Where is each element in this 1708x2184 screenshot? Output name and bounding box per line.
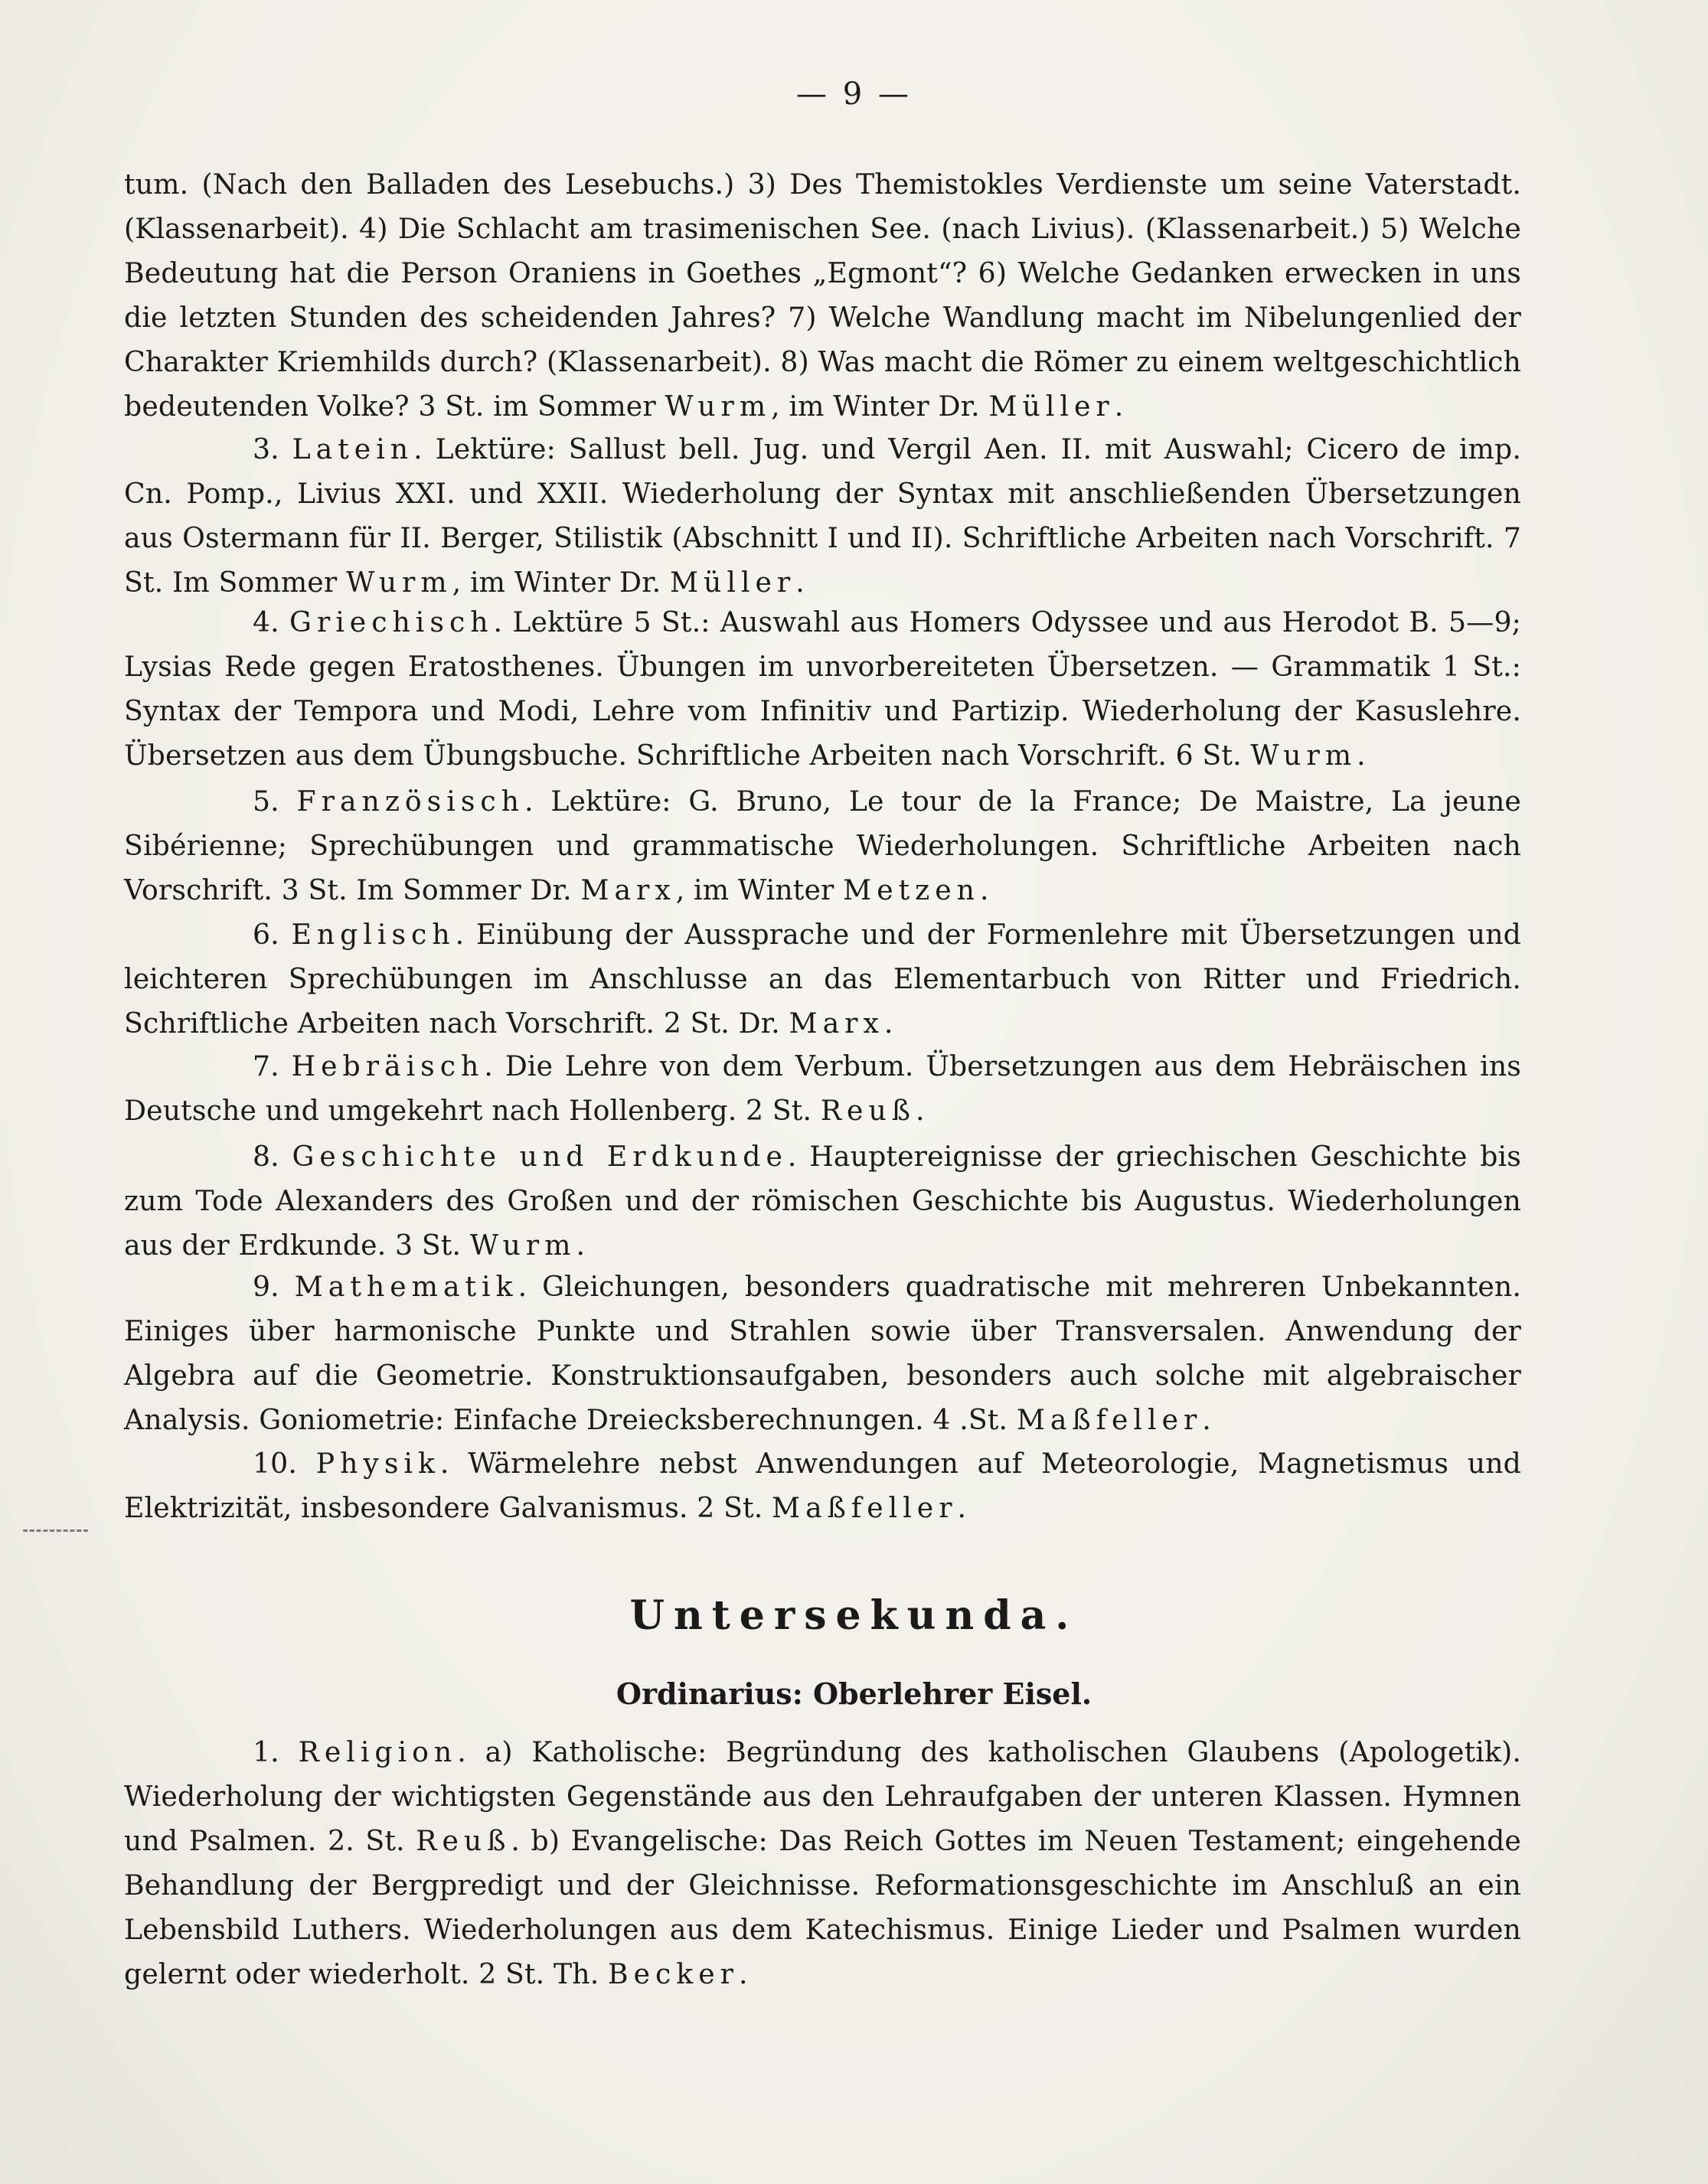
- subject-heading: Latein: [292, 433, 414, 465]
- teacher-name: Müller: [669, 566, 796, 599]
- teacher-name: Marx: [789, 1007, 884, 1040]
- text-run: .: [979, 873, 989, 906]
- teacher-name: Wurm: [1250, 739, 1357, 772]
- page-number: — 9 —: [796, 77, 912, 112]
- paragraph-text: [124, 1134, 1521, 1268]
- item-number: 10.: [253, 1447, 298, 1480]
- text-run: , im Winter: [675, 873, 834, 906]
- text-run: . Lektüre 5 St.: Auswahl aus Homers Odyssee und aus Herodot B. 5—9; Lysias Rede gegen Eratosthenes. Übungen im unvorbereiteten Übersetzen. — Grammatik 1 St.: Syntax der Tempora und Modi, Lehre vom Infinitiv und Partizip. Wiederholung der Kasuslehre. Übersetzen aus dem Übungsbuche. Schriftliche Arbeiten nach Vorschrift. 6 St.: [124, 606, 1522, 772]
- subject-heading: Mathematik: [294, 1270, 518, 1303]
- subject-heading: Physik: [315, 1447, 440, 1480]
- text-run: .: [576, 1229, 586, 1262]
- paragraph-physik: [124, 1441, 1521, 1530]
- text-run: .: [915, 1094, 925, 1127]
- paragraph-text: [124, 1441, 1521, 1530]
- teacher-name: Becker: [608, 1957, 739, 1990]
- item-number: 8.: [253, 1140, 279, 1173]
- paragraph-text: [124, 779, 1521, 912]
- teacher-name: Wurm: [469, 1229, 576, 1262]
- paragraph-text: [124, 162, 1521, 429]
- teacher-name: Reuß: [820, 1094, 916, 1127]
- item-number: 9.: [253, 1270, 279, 1303]
- margin-mark: [23, 1529, 88, 1532]
- paragraph-text: [124, 600, 1521, 778]
- paragraph-deutsch-continuation: [124, 162, 1521, 429]
- subject-heading: Hebräisch: [291, 1050, 485, 1082]
- text-run: .: [1114, 390, 1124, 423]
- text-run: .: [883, 1007, 893, 1040]
- paragraph-religion: [124, 1730, 1521, 1996]
- text-run: . Lektüre: Sallust bell. Jug. und Vergil Aen. II. mit Auswahl; Cicero de imp. Cn. Pomp., Livius XXI. und XXII. Wiederholung der Syntax mit anschließenden Übersetzungen aus Ostermann für II. Berger, Stilistik (Abschnitt I und II). Schriftliche Arbeiten nach Vorschrift. 7 St. Im Sommer: [124, 433, 1521, 599]
- paragraph-mathematik: [124, 1265, 1521, 1442]
- paragraph-text: [124, 1044, 1521, 1133]
- ordinarius-line: Ordinarius: Oberlehrer Eisel.: [616, 1676, 1092, 1711]
- subject-heading: Englisch: [291, 918, 456, 951]
- teacher-name: Metzen: [843, 873, 980, 906]
- paragraph-griechisch: [124, 600, 1521, 778]
- paragraph-franzoesisch: [124, 779, 1521, 912]
- subject-heading: Geschichte und Erdkunde: [292, 1140, 788, 1173]
- text-run: .: [738, 1957, 748, 1990]
- paragraph-latein: [124, 427, 1521, 605]
- paragraph-hebraeisch: [124, 1044, 1521, 1133]
- text-run: tum. (Nach den Balladen des Lesebuchs.) 3) Des Themistokles Verdienste um seine Vaterstadt. (Klassenarbeit). 4) Die Schlacht am trasimenischen See. (nach Livius). (Klassenarbeit.) 5) Welche Bedeutung hat die Person Oraniens in Goethes „Egmont“? 6) Welche Gedanken erwecken in uns die letzten Stunden des scheidenden Jahres? 7) Welche Wandlung macht im Nibelungenlied der Charakter Kriemhilds durch? (Klassenarbeit). 8) Was macht die Römer zu einem weltgeschichtlich bedeutenden Volke? 3 St. im Sommer: [124, 168, 1521, 423]
- subject-heading: Französisch: [296, 785, 524, 818]
- text-run: . Wärmelehre nebst Anwendungen auf Meteorologie, Magnetismus und Elektrizität, insbesondere Galvanismus. 2 St.: [124, 1447, 1521, 1524]
- text-run: .: [795, 566, 805, 599]
- section-title: Untersekunda.: [629, 1592, 1079, 1639]
- teacher-name: Maßfeller: [772, 1491, 958, 1524]
- text-run: , im Winter Dr.: [771, 390, 980, 423]
- item-number: 1.: [253, 1735, 279, 1768]
- subject-heading: Religion: [298, 1735, 458, 1768]
- text-run: . Gleichungen, besonders quadratische mit mehreren Unbekannten. Einiges über harmonische Punkte und Strahlen sowie über Transversalen. Anwendung der Algebra auf die Geometrie. Konstruktionsaufgaben, besonders auch solche mit algebraischer Analysis. Goniometrie: Einfache Dreiecksberechnungen. 4 .St.: [124, 1270, 1521, 1436]
- text-run: .: [1357, 739, 1366, 772]
- text-run: . Lektüre: G. Bruno, Le tour de la France; De Maistre, La jeune Sibérienne; Sprechübungen und grammatische Wiederholungen. Schriftliche Arbeiten nach Vorschrift. 3 St. Im Sommer Dr.: [124, 785, 1521, 906]
- text-run: , im Winter Dr.: [452, 566, 661, 599]
- text-run: .: [1202, 1403, 1211, 1436]
- text-run: . b) Evangelische: Das Reich Gottes im Neuen Testament; eingehende Behandlung der Bergpredigt und der Gleichnisse. Reformationsgeschichte im Anschluß an ein Lebensbild Luthers. Wiederholungen aus dem Katechismus. Einige Lieder und Psalmen wurden gelernt oder wiederholt. 2 St. Th.: [124, 1824, 1521, 1990]
- item-number: 6.: [253, 918, 279, 951]
- teacher-name: Wurm: [345, 566, 452, 599]
- paragraph-text: [124, 1730, 1521, 1996]
- paragraph-geschichte: [124, 1134, 1521, 1268]
- teacher-name: Marx: [580, 873, 676, 906]
- teacher-name: Maßfeller: [1016, 1403, 1203, 1436]
- teacher-name: Müller: [988, 390, 1115, 423]
- paragraph-text: [124, 427, 1521, 605]
- paragraph-text: [124, 912, 1521, 1046]
- text-run: . a) Katholische: Begründung des katholischen Glaubens (Apologetik). Wiederholung der wichtigsten Gegenstände aus den Lehraufgaben der unteren Klassen. Hymnen und Psalmen. 2. St.: [124, 1735, 1521, 1857]
- teacher-name: Reuß: [416, 1824, 511, 1857]
- paragraph-text: [124, 1265, 1521, 1442]
- text-run: . Die Lehre von dem Verbum. Übersetzungen aus dem Hebräischen ins Deutsche und umgekehrt nach Hollenberg. 2 St.: [124, 1050, 1521, 1127]
- item-number: 7.: [253, 1050, 279, 1082]
- teacher-name: Wurm: [665, 390, 772, 423]
- text-run: .: [957, 1491, 967, 1524]
- item-number: 5.: [253, 785, 279, 818]
- item-number: 4.: [253, 606, 279, 638]
- text-run: . Einübung der Aussprache und der Formenlehre mit Übersetzungen und leichteren Sprechübungen im Anschlusse an das Elementarbuch von Ritter und Friedrich. Schriftliche Arbeiten nach Vorschrift. 2 St. Dr.: [124, 918, 1521, 1040]
- paragraph-englisch: [124, 912, 1521, 1046]
- text-run: . Hauptereignisse der griechischen Geschichte bis zum Tode Alexanders des Großen und der römischen Geschichte bis Augustus. Wiederholungen aus der Erdkunde. 3 St.: [124, 1140, 1522, 1262]
- subject-heading: Griechisch: [289, 606, 494, 638]
- item-number: 3.: [253, 433, 279, 465]
